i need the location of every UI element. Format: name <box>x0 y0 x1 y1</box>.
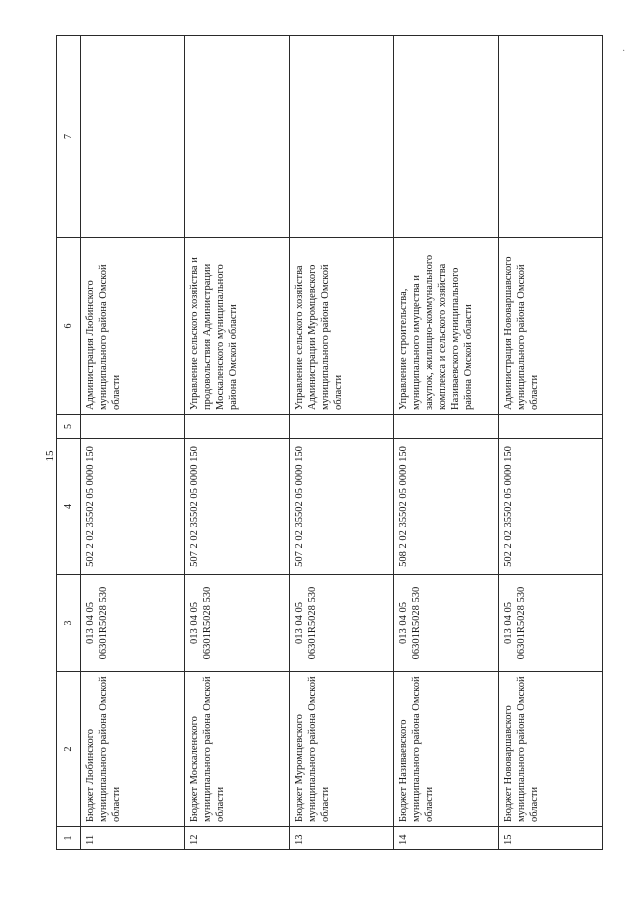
budget-name: Бюджет Називаевского муниципального района Омской области <box>394 672 498 827</box>
col7-cell <box>289 36 393 238</box>
header-col-3: 3 <box>57 575 81 672</box>
table-row <box>185 36 289 850</box>
revenue-code: 502 2 02 35502 05 0000 150 <box>81 439 185 575</box>
expense-code: 013 04 05 06301R5028 530 <box>185 575 289 672</box>
table-row <box>289 36 393 850</box>
table-row <box>394 36 498 850</box>
page-number: 15 <box>44 450 56 462</box>
table-row <box>498 36 602 850</box>
col5-cell <box>498 415 602 439</box>
administrator-name: Управление строительства, муниципального имущества и закупок, жилищно-коммунального комплекса и сельского хозяйства Називаевского муниципального района Омской области <box>394 238 498 415</box>
row-number: 14 <box>394 827 498 850</box>
expense-code: 013 04 05 06301R5028 530 <box>498 575 602 672</box>
budget-name: Бюджет Нововаршавского муниципального района Омской области <box>498 672 602 827</box>
distribution-table <box>56 35 603 850</box>
expense-code: 013 04 05 06301R5028 530 <box>394 575 498 672</box>
budget-name: Бюджет Муромцевского муниципального района Омской области <box>289 672 393 827</box>
col5-cell <box>185 415 289 439</box>
revenue-code: 507 2 02 35502 05 0000 150 <box>185 439 289 575</box>
row-number: 12 <box>185 827 289 850</box>
revenue-code: 502 2 02 35502 05 0000 150 <box>498 439 602 575</box>
col7-cell <box>185 36 289 238</box>
table-area <box>56 36 603 850</box>
header-col-5: 5 <box>57 415 81 439</box>
administrator-name: Администрация Любинского муниципального района Омской области <box>81 238 185 415</box>
header-col-4: 4 <box>57 439 81 575</box>
header-col-7: 7 <box>57 36 81 238</box>
col5-cell <box>394 415 498 439</box>
expense-code: 013 04 05 06301R5028 530 <box>81 575 185 672</box>
table-row <box>81 36 185 850</box>
row-number: 11 <box>81 827 185 850</box>
budget-name: Бюджет Любинского муниципального района Омской области <box>81 672 185 827</box>
row-number: 15 <box>498 827 602 850</box>
rotated-table-container <box>56 36 603 850</box>
header-col-1: 1 <box>57 827 81 850</box>
header-row <box>57 36 81 850</box>
revenue-code: 507 2 02 35502 05 0000 150 <box>289 439 393 575</box>
header-col-2: 2 <box>57 672 81 827</box>
administrator-name: Управление сельского хозяйства и продовольствия Администрации Москаленского муниципального района Омской области <box>185 238 289 415</box>
budget-name: Бюджет Москаленского муниципального района Омской области <box>185 672 289 827</box>
row-number: 13 <box>289 827 393 850</box>
revenue-code: 508 2 02 35502 05 0000 150 <box>394 439 498 575</box>
header-col-6: 6 <box>57 238 81 415</box>
administrator-name: Администрация Нововаршавского муниципального района Омской области <box>498 238 602 415</box>
page-mark: · <box>622 46 626 57</box>
col5-cell <box>81 415 185 439</box>
col7-cell <box>81 36 185 238</box>
col7-cell <box>394 36 498 238</box>
expense-code: 013 04 05 06301R5028 530 <box>289 575 393 672</box>
administrator-name: Управление сельского хозяйства Администрации Муромцевского муниципального района Омской области <box>289 238 393 415</box>
col5-cell <box>289 415 393 439</box>
col7-cell <box>498 36 602 238</box>
